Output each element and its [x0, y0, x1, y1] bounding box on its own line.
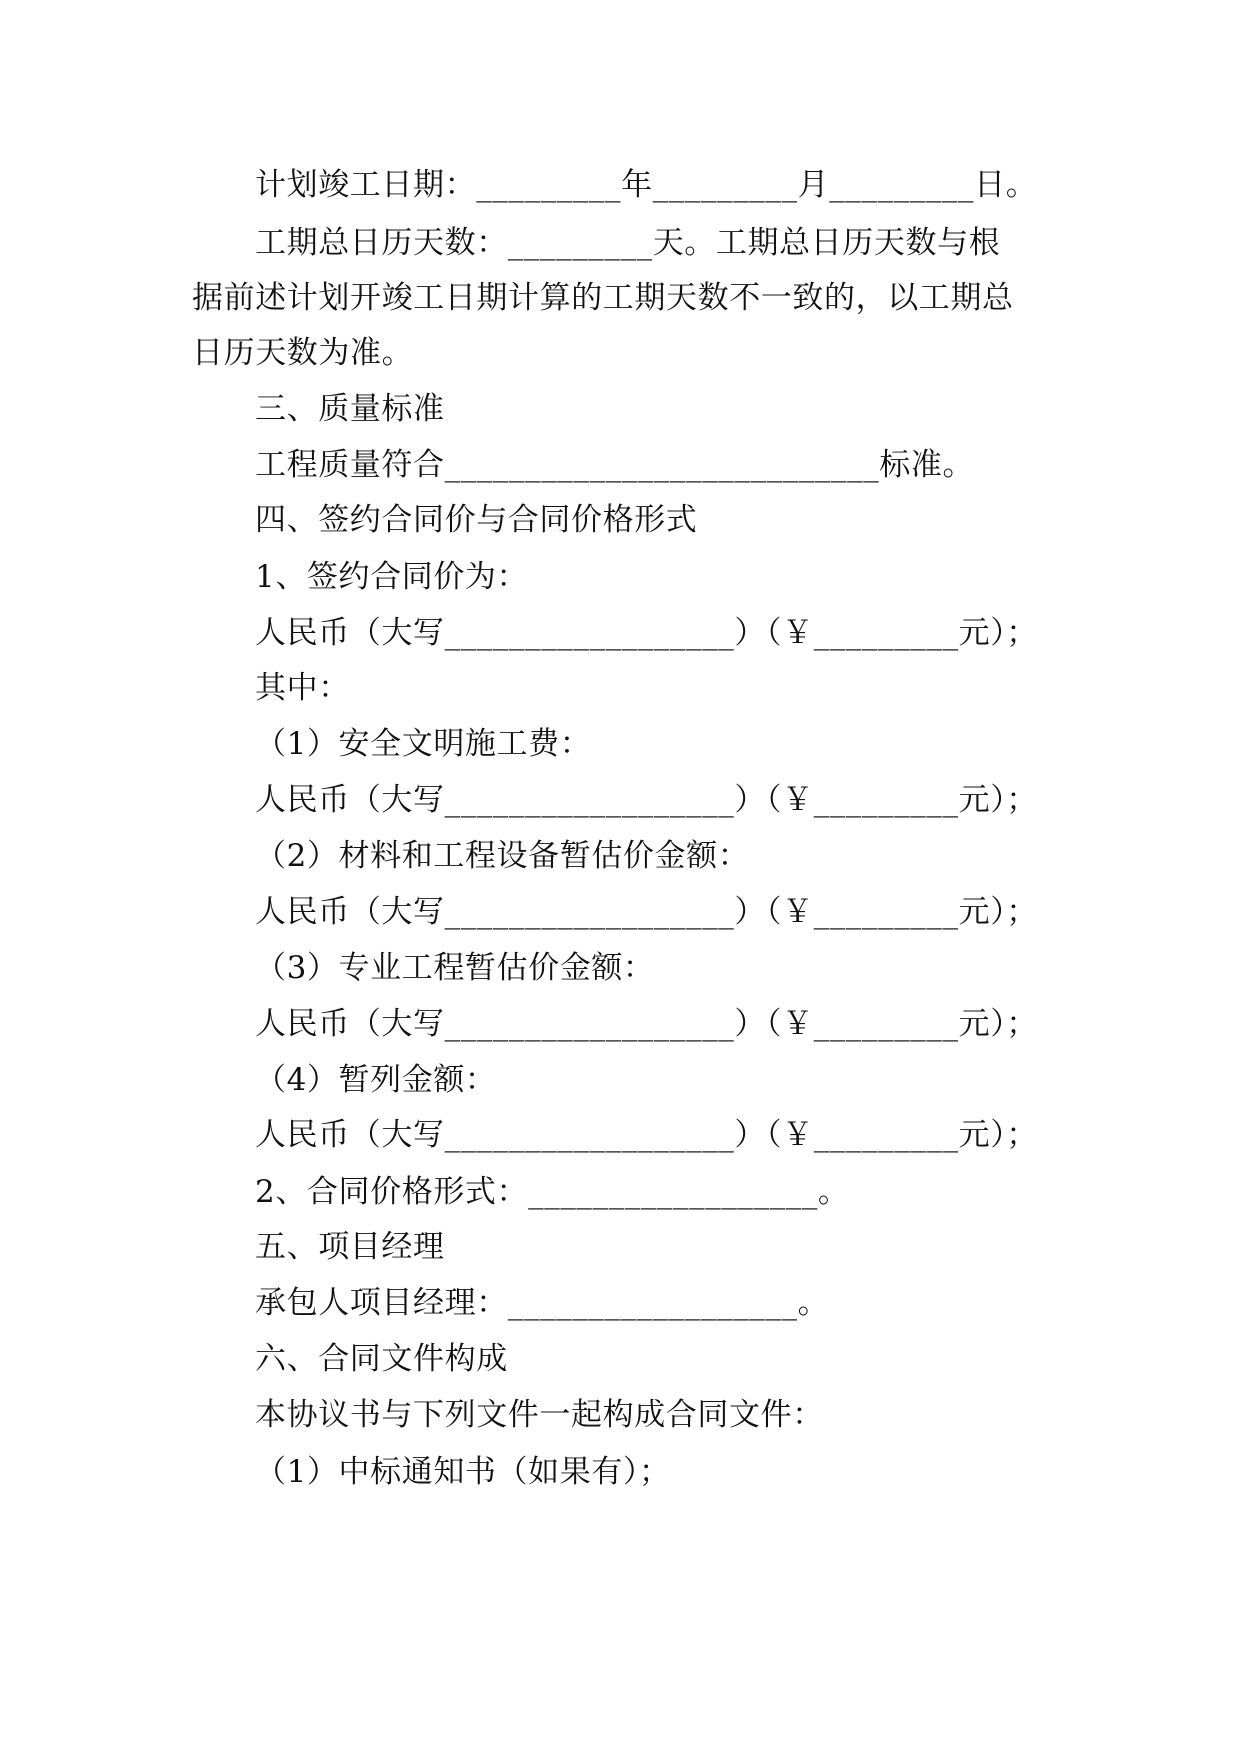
award-notice-item: （1）中标通知书（如果有）；	[255, 1454, 671, 1490]
contract-documents-intro: 本协议书与下列文件一起构成合同文件：	[255, 1397, 824, 1433]
among-which-line: 其中：	[255, 670, 350, 706]
rmb-amount-line: 人民币（大写__________________）（￥_________元）；	[255, 894, 1038, 930]
section-heading-project-manager: 五、项目经理	[255, 1229, 445, 1265]
rmb-amount-line: 人民币（大写__________________）（￥_________元）；	[255, 1117, 1038, 1153]
contract-price-subheading: 1、签约合同价为：	[255, 559, 529, 595]
rmb-amount-line: 人民币（大写__________________）（￥_________元）；	[255, 782, 1038, 818]
contract-price-form-line: 2、合同价格形式：__________________。	[255, 1174, 850, 1210]
rmb-amount-line: 人民币（大写__________________）（￥_________元）；	[255, 1006, 1038, 1042]
safety-fee-item: （1）安全文明施工费：	[255, 726, 592, 762]
specialty-estimate-item: （3）专业工程暂估价金额：	[255, 950, 655, 986]
provisional-sum-item: （4）暂列金额：	[255, 1062, 497, 1098]
section-heading-contract-documents: 六、合同文件构成	[255, 1341, 508, 1377]
materials-estimate-item: （2）材料和工程设备暂估价金额：	[255, 838, 750, 874]
total-calendar-days-line: 工期总日历天数：_________天。工期总日历天数与根	[255, 225, 1001, 261]
paragraph-continuation-line: 日历天数为准。	[192, 335, 414, 371]
section-heading-contract-price: 四、签约合同价与合同价格形式	[255, 502, 698, 538]
quality-standard-line: 工程质量符合___________________________标准。	[255, 447, 975, 483]
section-heading-quality: 三、质量标准	[255, 391, 445, 427]
paragraph-continuation-line: 据前述计划开竣工日期计算的工期天数不一致的，以工期总	[192, 280, 1014, 316]
project-manager-line: 承包人项目经理：__________________。	[255, 1285, 830, 1321]
rmb-amount-line: 人民币（大写__________________）（￥_________元）；	[255, 615, 1038, 651]
planned-completion-date-line: 计划竣工日期：_________年_________月_________日。	[255, 167, 1038, 203]
